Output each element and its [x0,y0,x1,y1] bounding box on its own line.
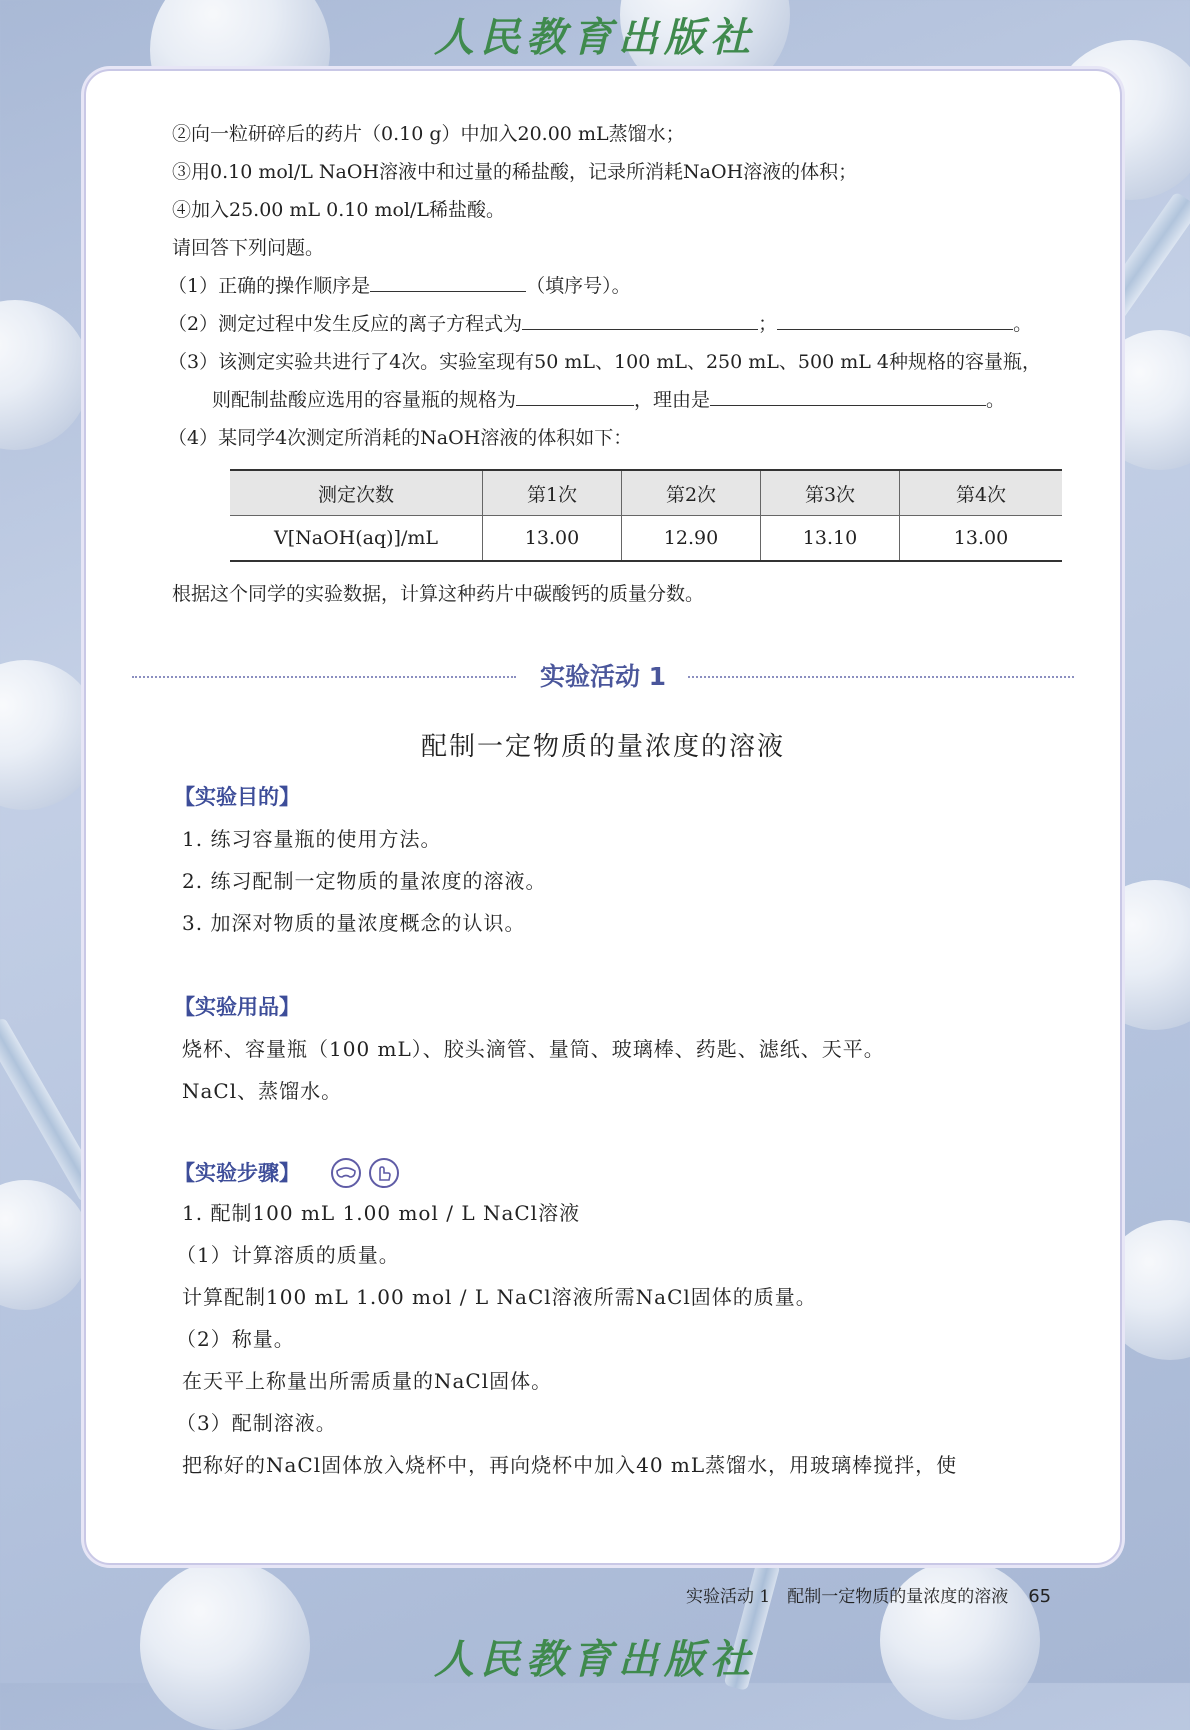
publisher-logo: 人民教育出版社 [434,1636,756,1683]
purpose-item: 1. 练习容量瓶的使用方法。 [182,827,442,851]
divider [688,676,1074,678]
step-line: 计算配制100 mL 1.00 mol / L NaCl溶液所需NaCl固体的质量。 [182,1285,817,1309]
step-line: 把称好的NaCl固体放入烧杯中，再向烧杯中加入40 mL蒸馏水，用玻璃棒搅拌，使 [182,1453,958,1477]
table-cell: 13.00 [483,516,622,562]
table-header-row [230,470,1062,516]
question-conclusion: 根据这个同学的实验数据，计算这种药片中碳酸钙的质量分数。 [172,583,705,605]
step-line: （1）计算溶质的质量。 [176,1243,400,1267]
materials-item: 烧杯、容量瓶（100 mL）、胶头滴管、量筒、玻璃棒、药匙、滤纸、天平。 [182,1037,885,1061]
table-row [230,516,1062,562]
table-header-cell: 测定次数 [230,470,483,516]
hand-icon-graphic [371,1160,397,1186]
page-title: 配制一定物质的量浓度的溶液 [420,732,785,762]
background-bubble [0,300,90,450]
question-2-suffix: 。 [1013,313,1033,335]
answer-blank [516,387,634,406]
question-3-line-1: （3）该测定实验共进行了4次。实验室现有50 mL、100 mL、250 mL、500 mL 4种规格的容量瓶， [168,351,1041,373]
step-line: （2）称量。 [176,1327,295,1351]
table-header-cell: 第3次 [761,470,900,516]
table-cell: 13.10 [761,516,900,562]
step-line: 1. 配制100 mL 1.00 mol / L NaCl溶液 [182,1201,581,1225]
answer-blank [522,311,758,330]
goggles-icon [331,1158,361,1188]
table-header-cell: 第2次 [622,470,761,516]
question-2 [168,309,1032,336]
hand-icon [369,1158,399,1188]
table-cell: 12.90 [622,516,761,562]
question-step-4: ④加入25.00 mL 0.10 mol/L稀盐酸。 [172,199,506,221]
purpose-heading: 【实验目的】 [174,785,300,809]
question-2-text: （2）测定过程中发生反应的离子方程式为 [168,313,523,335]
answer-blank [370,273,526,292]
question-prompt: 请回答下列问题。 [172,237,325,259]
table-header-cell: 第4次 [900,470,1063,516]
page-panel [84,69,1122,1565]
purpose-item: 2. 练习配制一定物质的量浓度的溶液。 [182,869,547,893]
question-1-text: （1）正确的操作顺序是 [168,275,371,297]
publisher-logo: 人民教育出版社 [434,14,756,61]
step-line: （3）配制溶液。 [176,1411,337,1435]
question-3-suffix: 。 [986,389,1006,411]
steps-heading: 【实验步骤】 [174,1161,300,1185]
page-footer [686,1582,1051,1607]
materials-item: NaCl、蒸馏水。 [182,1079,343,1103]
step-line: 在天平上称量出所需质量的NaCl固体。 [182,1369,553,1393]
question-step-3: ③用0.10 mol/L NaOH溶液中和过量的稀盐酸，记录所消耗NaOH溶液的体积； [172,161,858,183]
measurement-table [230,469,1062,562]
goggles-icon-graphic [333,1160,359,1186]
answer-blank [710,387,986,406]
answer-blank [777,311,1013,330]
page-number: 65 [1028,1586,1052,1607]
question-step-2: ②向一粒研碎后的药片（0.10 g）中加入20.00 mL蒸馏水； [172,123,685,145]
table-header-cell: 第1次 [483,470,622,516]
question-3-line-2 [212,385,1005,412]
question-3-text: 则配制盐酸应选用的容量瓶的规格为 [212,389,517,411]
table-row-label: V[NaOH(aq)]/mL [230,516,483,562]
question-1 [168,271,631,298]
background-bubble [0,1180,90,1310]
question-4: （4）某同学4次测定所消耗的NaOH溶液的体积如下： [168,427,633,449]
question-1-suffix: （填序号）。 [526,275,631,297]
section-title: 实验活动 1 [539,662,667,691]
question-2-separator: ； [758,313,778,335]
footer-text: 实验活动 1 配制一定物质的量浓度的溶液 [686,1587,1009,1607]
section-banner [132,657,1074,697]
purpose-item: 3. 加深对物质的量浓度概念的认识。 [182,911,526,935]
materials-heading: 【实验用品】 [174,995,300,1019]
table-cell: 13.00 [900,516,1063,562]
question-3-reason: ，理由是 [634,389,711,411]
